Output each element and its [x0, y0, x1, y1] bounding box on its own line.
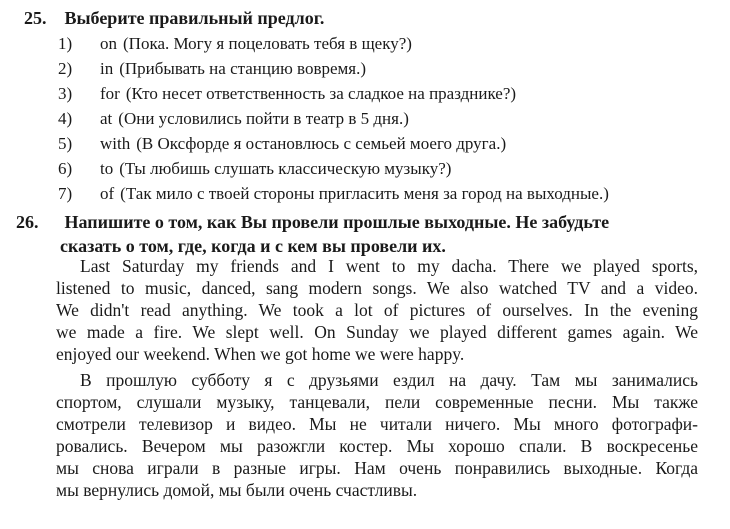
russian-paragraph-line: ровались. Вечером мы разожгли костер. Мы хорошо спали. В воскресенье [56, 436, 698, 456]
option-translation: (Кто несет ответственность за сладкое на празднике?) [125, 84, 517, 103]
russian-paragraph-line: В прошлую субботу я с друзьями ездил на дачу. Там мы занимались [80, 370, 698, 390]
russian-paragraph-line: мы снова играли в разные игры. Нам очень понравились выходные. Когда [56, 458, 698, 478]
option-number: 4) [58, 109, 73, 128]
russian-paragraph-line: смотрели телевизор и видео. Мы не читали ничего. Мы много фотографи- [56, 414, 698, 434]
option-number: 7) [58, 184, 73, 203]
option-1 [58, 33, 412, 55]
task-25-heading [24, 6, 324, 30]
option-4 [58, 108, 409, 130]
option-number: 5) [58, 134, 73, 153]
task-25-number: 25. [24, 8, 47, 28]
task-26-heading-line-1 [16, 210, 609, 234]
option-answer: in [100, 59, 114, 78]
task-25-title: Выберите правильный предлог. [64, 8, 325, 28]
option-number: 1) [58, 34, 73, 53]
task-26-number: 26. [16, 212, 39, 232]
option-translation: (Прибывать на станцию вовремя.) [119, 59, 367, 78]
option-number: 2) [58, 59, 73, 78]
option-6 [58, 158, 451, 180]
option-answer: to [100, 159, 114, 178]
option-answer: at [100, 109, 113, 128]
option-translation: (В Оксфорде я остановлюсь с семьей моего друга.) [136, 134, 507, 153]
option-number: 6) [58, 159, 73, 178]
option-answer: of [100, 184, 115, 203]
option-translation: (Они условились пойти в театр в 5 дня.) [118, 109, 409, 128]
option-answer: with [100, 134, 131, 153]
option-3 [58, 83, 516, 105]
option-translation: (Ты любишь слушать классическую музыку?) [119, 159, 452, 178]
russian-paragraph-line: спортом, слушали музыку, танцевали, пели современные песни. Мы также [56, 392, 698, 412]
option-translation: (Так мило с твоей стороны пригласить меня за город на выходные.) [120, 184, 609, 203]
english-paragraph-line: Last Saturday my friends and I went to my dacha. There we played sports, [80, 256, 698, 276]
option-answer: for [100, 84, 120, 103]
english-paragraph-line: We didn't read anything. We took a lot of pictures of ourselves. In the evening [56, 300, 698, 320]
option-7 [58, 183, 609, 205]
task-26-title: Напишите о том, как Вы провели прошлые выходные. Не забудьте [64, 212, 610, 232]
option-2 [58, 58, 366, 80]
english-paragraph-line: listened to music, danced, sang modern songs. We also watched TV and a video. [56, 278, 698, 298]
option-translation: (Пока. Могу я поцеловать тебя в щеку?) [123, 34, 412, 53]
russian-paragraph-line: мы вернулись домой, мы были очень счастливы. [56, 480, 418, 500]
english-paragraph-line: enjoyed our weekend. When we got home we were happy. [56, 344, 465, 364]
option-answer: on [100, 34, 117, 53]
option-5 [58, 133, 506, 155]
task-26-title-continued: сказать о том, где, когда и с кем вы провели их. [60, 236, 446, 256]
option-number: 3) [58, 84, 73, 103]
english-paragraph-line: we made a fire. We slept well. On Sunday we played different games again. We [56, 322, 698, 342]
